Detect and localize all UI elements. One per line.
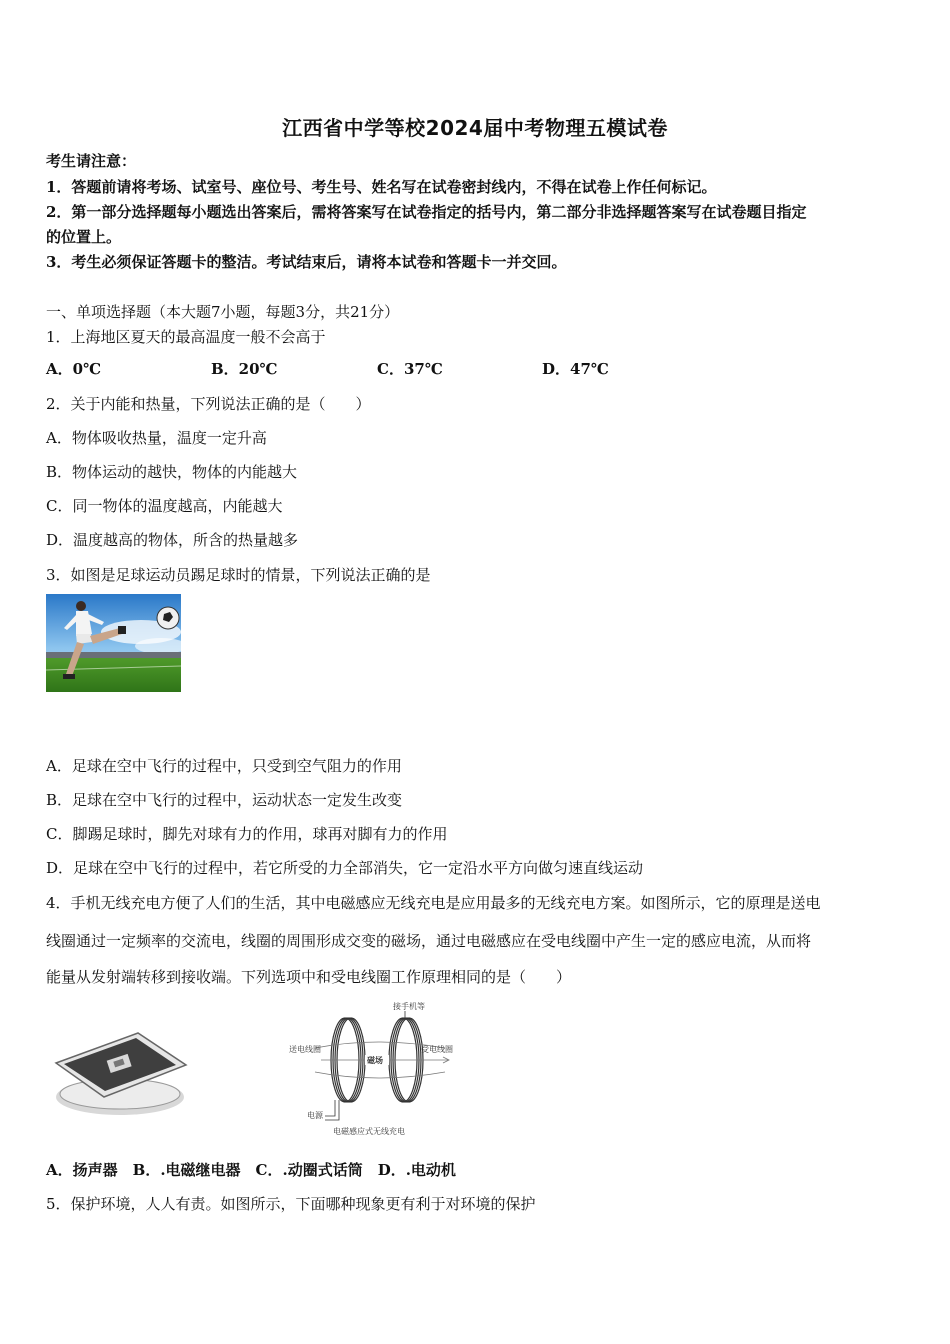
q2-option-b: B．物体运动的越快，物体的内能越大: [46, 463, 298, 481]
diagram-left-label: 送电线圈: [289, 1045, 321, 1054]
notice-item: 1．答题前请将考场、试室号、座位号、考生号、姓名写在试卷密封线内，不得在试卷上作任何标记。: [46, 178, 717, 196]
q2-option-a: A．物体吸收热量，温度一定升高: [46, 429, 267, 447]
wireless-charger-photo: [48, 1025, 188, 1120]
wireless-charging-diagram: [285, 1000, 465, 1140]
diagram-top-label: 接手机等: [393, 1002, 425, 1011]
q2-option-c: C．同一物体的温度越高，内能越大: [46, 497, 283, 515]
question-4-stem: 线圈通过一定频率的交流电，线圈的周围形成交变的磁场，通过电磁感应在受电线圈中产生一定的感应电流，从而将: [46, 932, 812, 950]
notice-heading: 考生请注意：: [46, 152, 137, 170]
q2-option-d: D．温度越高的物体，所含的热量越多: [46, 531, 299, 549]
question-4-stem: 4．手机无线充电方便了人们的生活，其中电磁感应无线充电是应用最多的无线充电方案。如图所示，它的原理是送电: [46, 894, 821, 912]
diagram-middle-label: 磁场: [367, 1056, 383, 1065]
q1-option-c: C．37℃: [377, 360, 443, 378]
q3-option-c: C．脚踢足球时，脚先对球有力的作用，球再对脚有力的作用: [46, 825, 448, 843]
q3-option-b: B．足球在空中飞行的过程中，运动状态一定发生改变: [46, 791, 403, 809]
diagram-caption: 电磁感应式无线充电: [333, 1127, 405, 1136]
soccer-player-photo: [46, 594, 181, 692]
notice-item: 2．第一部分选择题每小题选出答案后，需将答案写在试卷指定的括号内，第二部分非选择题答案写在试卷题目指定: [46, 203, 807, 221]
question-2-stem: 2．关于内能和热量，下列说法正确的是（ ）: [46, 395, 371, 413]
page-title: 江西省中学等校2024届中考物理五模试卷: [282, 116, 668, 140]
section-heading: 一、单项选择题（本大题7小题，每题3分，共21分）: [46, 303, 400, 321]
diagram-source-label: 电源: [307, 1111, 323, 1120]
question-5-stem: 5．保护环境，人人有责。如图所示，下面哪种现象更有利于对环境的保护: [46, 1195, 536, 1213]
q3-option-a: A．足球在空中飞行的过程中，只受到空气阻力的作用: [46, 757, 402, 775]
diagram-right-label: 受电线圈: [421, 1045, 453, 1054]
question-1-stem: 1．上海地区夏天的最高温度一般不会高于: [46, 328, 326, 346]
q1-option-a: A．0℃: [46, 360, 102, 378]
q1-option-b: B．20℃: [211, 360, 278, 378]
q1-option-d: D．47℃: [542, 360, 609, 378]
notice-item: 的位置上。: [46, 228, 122, 246]
question-1-options: [46, 358, 746, 380]
question-3-stem: 3．如图是足球运动员踢足球时的情景，下列说法正确的是: [46, 566, 431, 584]
q3-option-d: D．足球在空中飞行的过程中，若它所受的力全部消失，它一定沿水平方向做匀速直线运动: [46, 859, 644, 877]
notice-item: 3．考生必须保证答题卡的整洁。考试结束后，请将本试卷和答题卡一并交回。: [46, 253, 567, 271]
q4-options: A．扬声器 B．.电磁继电器 C．.动圈式话筒 D．.电动机: [46, 1161, 456, 1179]
question-4-stem: 能量从发射端转移到接收端。下列选项中和受电线圈工作原理相同的是（ ）: [46, 968, 572, 986]
